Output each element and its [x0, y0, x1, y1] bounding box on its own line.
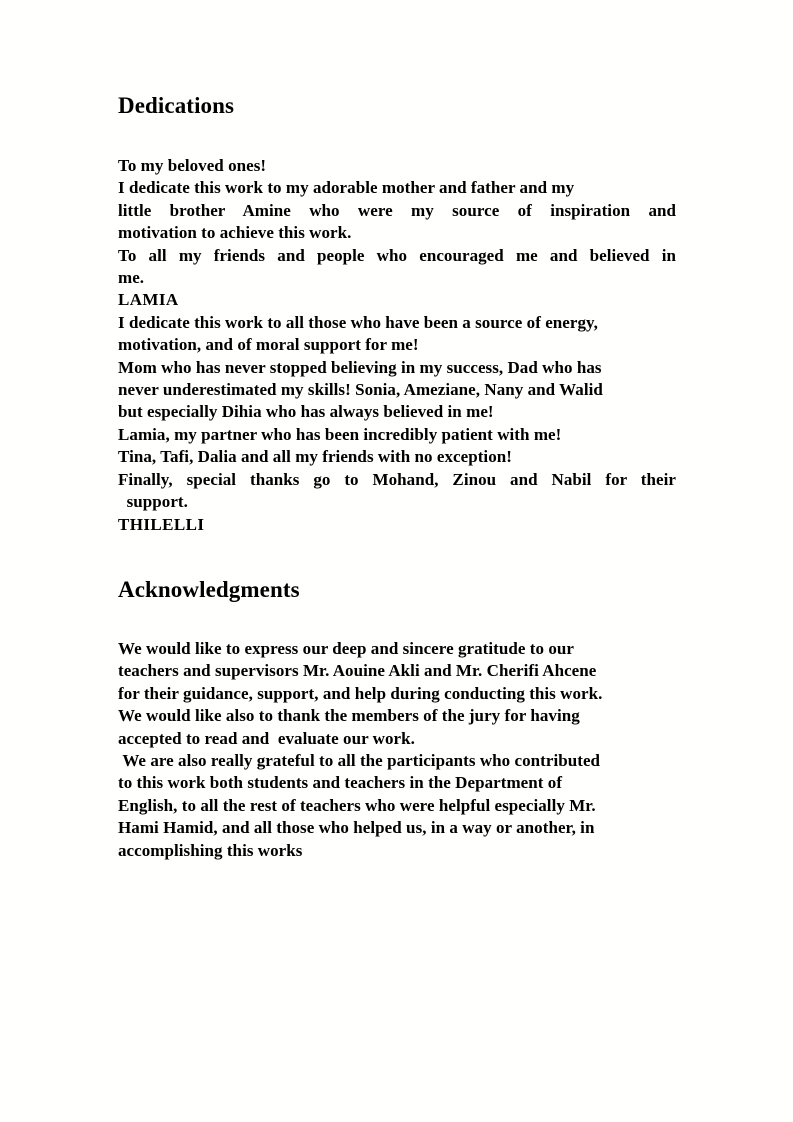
section-spacer [118, 536, 676, 576]
dedication-signature: THILELLI [118, 514, 205, 534]
document-content [118, 92, 676, 862]
text-line: We are also really grateful to all the participants who contributed [118, 750, 601, 770]
text-line: We would like to express our deep and sincere gratitude to our [118, 638, 574, 658]
text-line: never underestimated my skills! Sonia, Ameziane, Nany and Walid [118, 380, 603, 400]
text-line: Hami Hamid, and all those who helped us, in a way or another, in [118, 818, 595, 838]
page-title-acknowledgments: Acknowledgments [118, 576, 300, 602]
text-line: to this work both students and teachers in the Department of [118, 773, 563, 793]
text-line: Finally, special thanks go to Mohand, Zinou and Nabil for their [118, 469, 676, 489]
text-line: I dedicate this work to all those who have been a source of energy, [118, 312, 598, 332]
text-line: Tina, Tafi, Dalia and all my friends with no exception! [118, 447, 512, 467]
text-line: little brother Amine who were my source of inspiration and [118, 200, 676, 220]
text-line: motivation to achieve this work. [118, 223, 352, 243]
text-line: motivation, and of moral support for me! [118, 335, 419, 355]
text-line: To my beloved ones! [118, 156, 267, 175]
page-title-dedications: Dedications [118, 93, 235, 118]
text-line: teachers and supervisors Mr. Aouine Akli and Mr. Cherifi Ahcene [118, 661, 597, 681]
text-line: I dedicate this work to my adorable mother and father and my [118, 178, 575, 198]
text-line: but especially Dihia who has always believed in me! [118, 402, 494, 422]
text-line: accomplishing this works [118, 840, 303, 860]
text-line: for their guidance, support, and help during conducting this work. [118, 683, 603, 703]
dedication-signature: LAMIA [118, 290, 179, 310]
heading-spacer [118, 119, 676, 155]
text-line: Mom who has never stopped believing in my success, Dad who has [118, 357, 602, 377]
dedication-block-thilelli [118, 312, 676, 536]
text-line: Lamia, my partner who has been incredibly patient with me! [118, 424, 562, 444]
text-line: support. [118, 492, 188, 512]
text-line: me. [118, 268, 145, 288]
text-line: accepted to read and evaluate our work. [118, 728, 415, 748]
acknowledgments-block [118, 638, 676, 862]
text-line: To all my friends and people who encouraged me and believed in [118, 245, 676, 265]
text-line: English, to all the rest of teachers who were helpful especially Mr. [118, 795, 596, 815]
heading-spacer [118, 603, 676, 638]
dedication-block-lamia [118, 155, 676, 312]
text-line: We would like also to thank the members of the jury for having [118, 706, 580, 726]
